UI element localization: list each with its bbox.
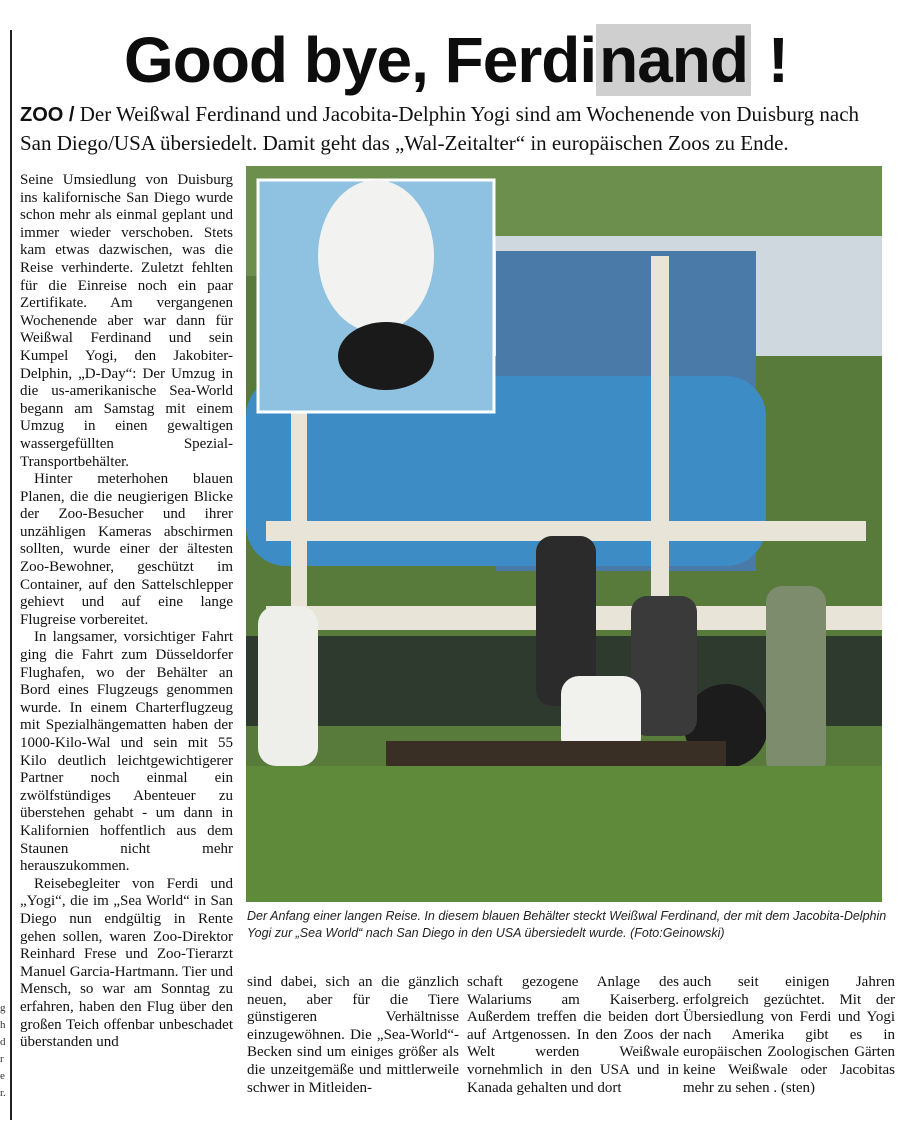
col4-text: auch seit einigen Jahren erfolgreich gezüchtet. Mit der Übersiedlung von Ferdi und Yogi nach Amerika gibt es in europäischen Zoologischen Gärten keine Weißwale oder Jacobitas mehr zu sehen . (sten) xyxy=(683,974,895,1096)
headline-part-1: Good bye, Ferdi xyxy=(123,24,597,96)
bench xyxy=(386,741,726,767)
col2-text: sind dabei, sich an die gänzlich neuen, aber für die Tiere günstigeren Verhältnisse einzugewöhnen. Die „Sea-World“-Becken sind um einiges größer als die unzeitgemäße und mittlerweile schwer in Mitleiden- xyxy=(247,974,459,1096)
headline xyxy=(0,20,912,100)
dolphin xyxy=(338,322,434,390)
column-2 xyxy=(247,974,459,1097)
person-white-shirt xyxy=(258,606,318,766)
col3-text: schaft gezogene Anlage des Walariums am Kaiserberg. Außerdem treffen die beiden dort auf Artgenossen. In den Zoos der Welt werden Weißwale vornehmlich in den USA und in Kanada gehalten und dort xyxy=(467,974,679,1096)
col1-paragraph-4: Reisebegleiter von Ferdi und „Yogi“, die im „Sea World“ in San Diego nun endgültig in Rente gehen sollen, waren Zoo-Direktor Reinhard Frese und Zoo-Tierarzt Manuel Garcia-Hartmann. Tier und Mensch, so war am Sonntag zu erfahren, haben den Flug über den großen Teich offenbar unbeschadet überstanden und xyxy=(20,875,233,1051)
photo-illustration xyxy=(246,166,882,902)
lede-text: Der Weißwal Ferdinand und Jacobita-Delphin Yogi sind am Wochenende von Duisburg nach San Diego/USA übersiedelt. Damit geht das „Wal-Zeitalter“ in europäischen Zoos zu Ende. xyxy=(20,102,860,155)
col1-paragraph-3: In langsamer, vorsichtiger Fahrt ging die Fahrt zum Düsseldorfer Flughafen, wo der Behälter an Bord eines Flugzeugs genommen wurde. In einem Charterflugzeug mit Spezialhängematten haben der 1000-Kilo-Wal und sein mit 55 Kilo deutlich leichtgewichtigerer Partner noch einmal ein zwölfstündiges Abenteuer zu überstehen gehabt - um dann in Kalifornien hoffentlich aus dem Staunen nicht mehr herauszukommen. xyxy=(20,629,233,875)
col1-paragraph-2: Hinter meterhohen blauen Planen, die die neugierigen Blicke der Zoo-Besucher und ihrer unzähligen Kameras abschirmen sollten, wurde einer der ältesten Zoo-Bewohner, geschützt im Container, auf den Sattelschlepper gehievt und auf eine lange Flugreise vorbereitet. xyxy=(20,471,233,628)
page-edge-rule xyxy=(10,30,12,1120)
person-green-shirt xyxy=(766,586,826,776)
column-1 xyxy=(20,172,233,1052)
main-photo xyxy=(246,166,882,902)
headline-part-2: nand xyxy=(596,24,751,96)
foreground-foliage xyxy=(246,766,882,902)
adjacent-column-fragment: g h d r e r. xyxy=(0,1002,6,1099)
column-3 xyxy=(467,974,679,1097)
photo-caption: Der Anfang einer langen Reise. In diesem blauen Behälter steckt Weißwal Ferdinand, der mit dem Jacobita-Delphin Yogi zur „Sea World“ nach San Diego in den USA übersiedelt wurde. (Foto:Geinowski) xyxy=(247,909,887,940)
lede xyxy=(20,100,890,157)
lede-kicker: ZOO / xyxy=(20,104,75,126)
column-4 xyxy=(683,974,895,1097)
col1-paragraph-1: Seine Umsiedlung von Duisburg ins kalifornische San Diego wurde schon mehr als einmal geplant und immer wieder verschoben. Stets kam etwas dazwischen, was die Reise verhinderte. Zuletzt fehlten für die Einreise noch ein paar Zertifikate. Am vergangenen Wochenende aber war dann für Weißwal Ferdinand und sein Kumpel Yogi, den Jakobiter-Delphin, „D-Day“: Der Umzug in die us-amerikanische Sea-World begann am Samstag mit einem Umzug in einen gewaltigen wassergefüllten Spezial-Transportbehälter. xyxy=(20,172,233,470)
headline-part-3: ! xyxy=(750,24,789,96)
beluga-whale xyxy=(318,180,434,332)
